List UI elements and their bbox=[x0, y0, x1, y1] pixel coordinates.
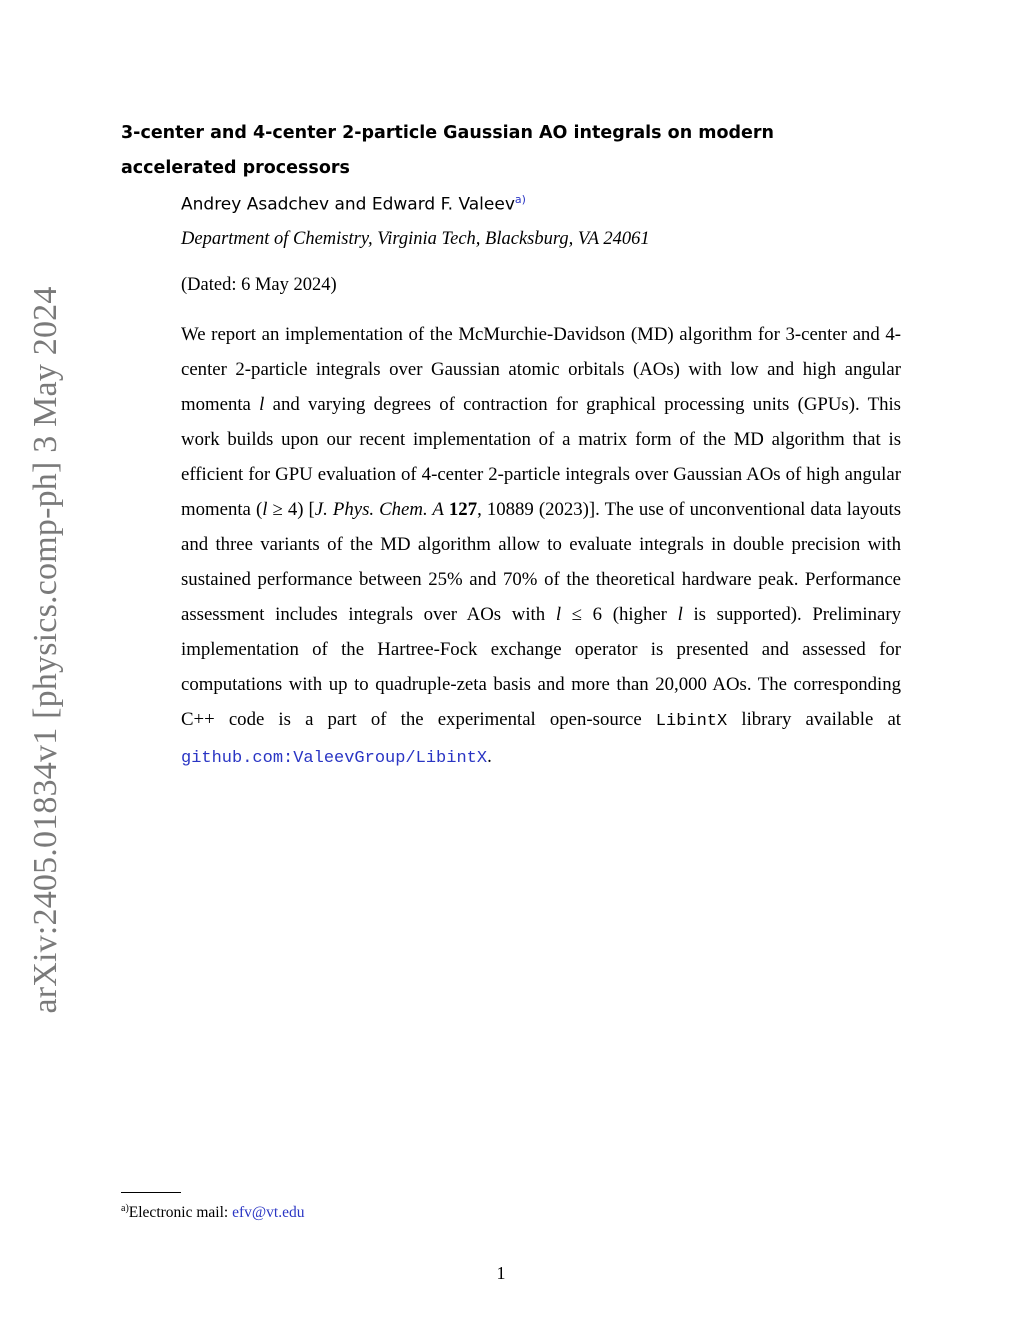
footnote-label: Electronic mail: bbox=[128, 1204, 233, 1222]
paper-title: 3-center and 4-center 2-particle Gaussian AO integrals on modern accelerated processors bbox=[121, 123, 775, 178]
affiliation: Department of Chemistry, Virginia Tech, Blacksburg, VA 24061 bbox=[181, 229, 650, 249]
author-names: Andrey Asadchev and Edward F. Valeev bbox=[181, 194, 515, 215]
math-symbol-l: l bbox=[555, 604, 562, 625]
email-link[interactable]: efv@vt.edu bbox=[232, 1204, 305, 1222]
abstract-text: is supported). Preliminary implementation of the Hartree-Fock exchange operator is presented and assessed for computations with up to quadruple-zeta basis and more than 20,000 AOs. The corresponding C++ code is a part of the experimental open-source bbox=[181, 604, 901, 730]
abstract-text: ≥ 4) [ bbox=[267, 499, 315, 520]
math-symbol-l: l bbox=[259, 394, 265, 415]
abstract bbox=[181, 317, 901, 776]
arxiv-identifier: arXiv:2405.01834v1 [physics.comp-ph] 3 May 2024 bbox=[27, 286, 64, 1014]
journal-volume: 127 bbox=[448, 499, 478, 520]
footnote bbox=[121, 1203, 304, 1222]
abstract-text: library available at bbox=[727, 709, 902, 730]
abstract-text: We report an implementation of the McMurchie-Davidson (MD) algorithm for 3-center and 4-center 2-particle integrals over Gaussian atomic orbitals (AOs) with low and high angular momenta bbox=[181, 324, 901, 415]
page-number: 1 bbox=[496, 1263, 506, 1283]
library-name: LibintX bbox=[655, 712, 728, 731]
author-footnote-marker[interactable]: a) bbox=[514, 193, 526, 206]
date-line: (Dated: 6 May 2024) bbox=[181, 275, 337, 295]
abstract-text: and varying degrees of contraction for graphical processing units (GPUs). This work builds upon our recent implementation of a matrix form of the MD algorithm that is efficient for GPU evaluation of 4-center 2-particle integrals over Gaussian AOs of high angular momenta ( bbox=[181, 394, 901, 520]
footnote-divider bbox=[121, 1192, 181, 1193]
journal-citation: J. Phys. Chem. A bbox=[314, 499, 444, 520]
author-list bbox=[181, 193, 526, 215]
footnote-marker: a) bbox=[121, 1203, 129, 1214]
abstract-text: ≤ 6 (higher bbox=[561, 604, 678, 625]
abstract-text: , 10889 (2023)]. The use of unconventional data layouts and three variants of the MD algorithm allow to evaluate integrals in double precision with sustained performance between 25% and 70% of the theoretical hardware peak. Performance assessment includes integrals over AOs with bbox=[181, 499, 902, 625]
repository-link[interactable]: github.com:ValeevGroup/LibintX bbox=[181, 749, 488, 768]
math-symbol-l: l bbox=[262, 499, 268, 520]
math-symbol-l: l bbox=[677, 604, 683, 625]
abstract-text: . bbox=[487, 746, 492, 767]
